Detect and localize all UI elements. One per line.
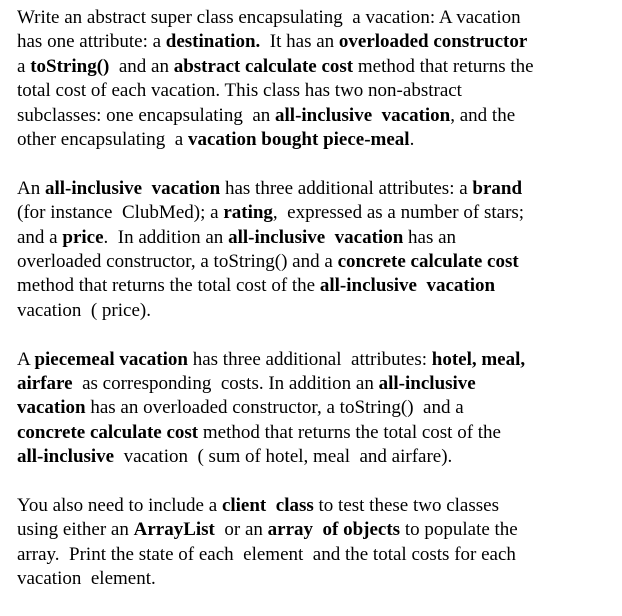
text-segment: , expressed as a number of stars; [272, 202, 525, 224]
bold-term: overloaded constructor [338, 31, 528, 53]
bold-term: rating [223, 202, 273, 224]
text-line [17, 30, 534, 54]
bold-term: ArrayList [133, 519, 215, 541]
text-segment: has an [403, 226, 457, 248]
text-segment: vacation element. [17, 568, 156, 590]
bold-term: vacation [17, 397, 86, 419]
text-line [17, 567, 534, 591]
bold-term: array of objects [267, 519, 401, 541]
text-segment: overloaded constructor, a toString() and a [17, 251, 338, 273]
text-segment: . [409, 129, 415, 151]
text-line [17, 79, 534, 103]
text-segment: has three additional attributes: a [220, 177, 473, 199]
bold-term: brand [472, 177, 523, 199]
text-segment: You also need to include a [17, 495, 222, 517]
text-segment: and an [109, 55, 174, 77]
text-segment: to test these two classes [313, 495, 499, 517]
bold-term: piecemeal vacation [34, 348, 188, 370]
text-segment: Write an abstract super class encapsulating a vacation: A vacation [17, 7, 521, 28]
text-line [17, 201, 534, 225]
text-segment: method that returns the total cost of the [17, 275, 320, 297]
text-segment: A [17, 348, 35, 370]
text-line [17, 177, 534, 201]
bold-term: all-inclusive vacation [319, 275, 496, 297]
paragraph [17, 348, 534, 470]
text-line [17, 104, 534, 128]
bold-term: all-inclusive vacation [44, 177, 221, 199]
text-segment: to populate the [400, 519, 518, 541]
bold-term: all-inclusive [378, 373, 476, 395]
text-line [17, 445, 534, 469]
text-segment: . In addition an [103, 226, 229, 248]
text-line [17, 494, 534, 518]
paragraph [17, 6, 534, 152]
bold-term: concrete calculate cost [17, 421, 199, 443]
text-segment: vacation ( sum of hotel, meal and airfare). [114, 446, 453, 468]
text-segment: An [17, 177, 45, 199]
text-line [17, 274, 534, 298]
paragraph [17, 494, 534, 592]
assignment-document [17, 6, 534, 616]
text-segment: and a [17, 226, 63, 248]
bold-term: toString() [30, 55, 110, 77]
text-segment: total cost of each vacation. This class has two non-abstract [17, 80, 462, 102]
text-line [17, 128, 534, 152]
text-segment: method that returns the [353, 55, 534, 77]
text-line [17, 348, 534, 372]
bold-term: airfare [17, 373, 73, 395]
text-segment: has three additional attributes: [187, 348, 432, 370]
bold-term: hotel, meal, [431, 348, 526, 370]
bold-term: vacation bought piece-meal [187, 129, 410, 151]
text-segment: It has an [260, 31, 339, 53]
bold-term: abstract calculate cost [173, 55, 354, 77]
text-segment: a [17, 55, 31, 77]
text-segment: subclasses: one encapsulating an [17, 104, 276, 126]
bold-term: client class [221, 495, 314, 517]
bold-term: concrete calculate cost [337, 251, 519, 273]
text-segment: array. Print the state of each element and the total costs for each [17, 543, 516, 565]
text-line [17, 543, 534, 567]
text-segment: has an overloaded constructor, a toString() and a [85, 397, 464, 419]
text-line [17, 55, 534, 79]
text-segment: has one attribute: a [17, 31, 166, 53]
text-segment: (for instance ClubMed); a [17, 202, 224, 224]
bold-term: all-inclusive [17, 446, 115, 468]
text-line [17, 518, 534, 542]
text-segment: as corresponding costs. In addition an [72, 373, 379, 395]
text-line [17, 396, 534, 420]
text-line [17, 372, 534, 396]
text-line [17, 299, 534, 323]
text-segment: method that returns the total cost of the [198, 421, 501, 443]
bold-term: destination. [165, 31, 261, 53]
text-segment: using either an [17, 519, 134, 541]
text-segment: vacation ( price). [17, 299, 151, 321]
text-line [17, 250, 534, 274]
text-line [17, 6, 534, 30]
paragraph [17, 177, 534, 323]
text-segment: other encapsulating a [17, 129, 188, 151]
bold-term: price [62, 226, 104, 248]
text-segment: or an [214, 519, 268, 541]
bold-term: all-inclusive vacation [228, 226, 404, 248]
text-line [17, 421, 534, 445]
text-line [17, 226, 534, 250]
bold-term: all-inclusive vacation [275, 104, 451, 126]
text-segment: , and the [450, 104, 516, 126]
